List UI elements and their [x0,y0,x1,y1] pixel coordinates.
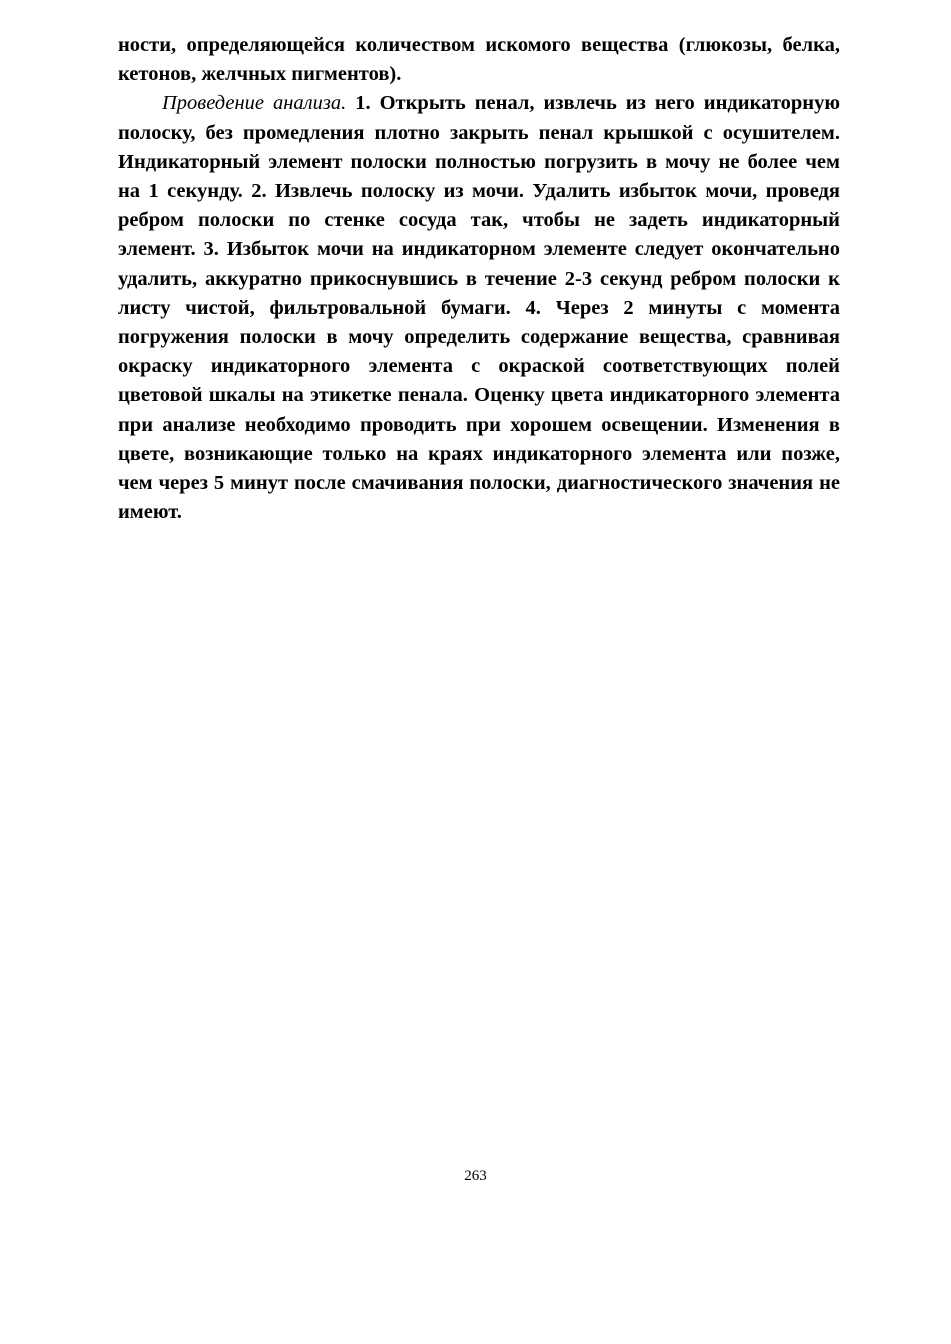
page-number: 263 [464,1168,487,1184]
text-block [118,31,840,527]
analysis-paragraph [118,89,840,527]
section-heading: Проведение анализа. [162,92,347,115]
section-body: 1. Открыть пенал, извлечь из него индикаторную полоску, без промедления плотно закрыть пенал крышкой с осушителем. Индикаторный элемент полоски полностью погрузить в мочу не более чем на 1 секунду. 2. Извлечь полоску из мочи. Удалить избыток мочи, проведя ребром полоски по стенке сосуда так, чтобы не задеть индикаторный элемент. 3. Избыток мочи на индикаторном элементе следует окончательно удалить, аккуратно прикоснувшись в течение 2-3 секунд ребром полоски к листу чистой, фильтровальной бумаги. 4. Через 2 минуты с момента погружения полоски в мочу определить содержание вещества, сравнивая окраску индикаторного элемента с окраской соответствующих полей цветовой шкалы на этикетке пенала. Оценку цвета индикаторного элемента при анализе необходимо проводить при хорошем освещении. Изменения в цвете, возникающие только на краях индикаторного элемента или позже, чем через 5 минут после смачивания полоски, диагностического значения не имеют. [118,92,840,524]
continued-paragraph: ности, определяющейся количеством искомого вещества (глюкозы, белка, кетонов, желчных пигментов). [118,34,840,86]
